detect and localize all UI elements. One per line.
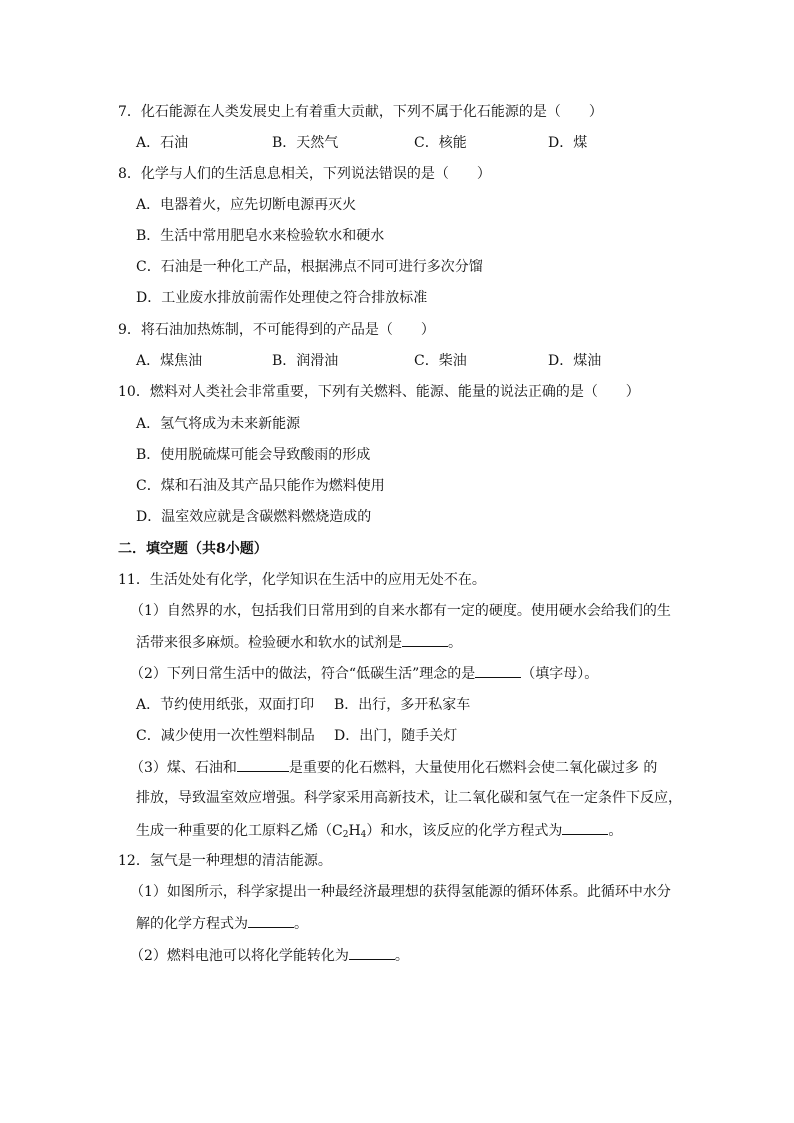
subscript: 4 — [360, 830, 367, 840]
q7-stem: 7．化石能源在人类发展史上有着重大贡献，下列不属于化石能源的是（ ） — [118, 104, 603, 120]
q12-part1-text: 解的化学方程式为 — [136, 916, 248, 932]
q8-option-a: A．电器着火，应先切断电源再灭火 — [136, 197, 357, 213]
q8-option-b: B．生活中常用肥皂水来检验软水和硬水 — [136, 228, 385, 244]
section-heading: 二．填空题（共8小题） — [118, 541, 268, 557]
q11-part3-formula-text-cont: ）和水，该反应的化学方程式为 — [366, 823, 563, 839]
q12-stem: 12．氢气是一种理想的清洁能源。 — [118, 853, 332, 869]
answer-blank — [349, 947, 395, 960]
q11-part1-line1: （1）自然界的水，包括我们日常用到的自来水都有一定的硬度。使用硬水会给我们的生 — [130, 603, 671, 619]
q12-part2-end: 。 — [394, 948, 409, 964]
q8-option-c: C．石油是一种化工产品，根据沸点不同可进行多次分馏 — [136, 259, 483, 275]
q11-stem: 11．生活处处有化学，化学知识在生活中的应用无处不在。 — [118, 572, 486, 588]
q12-part1-line2 — [136, 915, 308, 932]
q12-part2 — [130, 947, 409, 964]
q7-option-b: B．天然气 — [272, 135, 339, 151]
q11-part2-option-c: C．减少使用一次性塑料制品 — [136, 728, 315, 744]
q11-part2-option-b: B．出行，多开私家车 — [334, 697, 471, 713]
q11-part3-end: 。 — [608, 823, 623, 839]
q7-option-d: D．煤 — [548, 135, 588, 151]
answer-blank — [475, 665, 521, 678]
q10-option-c: C．煤和石油及其产品只能作为燃料使用 — [136, 478, 385, 494]
q12-part1-end: 。 — [294, 916, 308, 932]
q11-part3-text: （3）煤、石油和 — [130, 760, 237, 776]
q9-stem: 9．将石油加热炼制，不可能得到的产品是（ ） — [118, 322, 435, 338]
q11-part3-line3 — [136, 822, 622, 843]
q11-part2 — [130, 665, 598, 682]
q11-part2-text: （2）下列日常生活中的做法，符合“低碳生活”理念的是 — [130, 666, 476, 682]
q11-part3-text-cont: 是重要的化石燃料，大量使用化石燃料会使二氧化碳过多 的 — [288, 760, 658, 776]
q11-part1-end: 。 — [448, 635, 462, 651]
answer-blank — [248, 915, 294, 928]
q11-part2-option-a: A．节约使用纸张，双面打印 — [136, 697, 315, 713]
q11-part3-formula-text: 生成一种重要的化工原料乙烯（C — [136, 823, 343, 839]
q11-part2-option-d: D．出门，随手关灯 — [334, 728, 458, 744]
q7-option-a: A．石油 — [136, 135, 189, 151]
q9-option-b: B．润滑油 — [272, 353, 339, 369]
answer-blank — [237, 759, 289, 772]
formula-element: H — [348, 823, 361, 839]
q11-part1-line2 — [136, 634, 462, 651]
q12-part2-text: （2）燃料电池可以将化学能转化为 — [130, 948, 349, 964]
q10-option-d: D．温室效应就是含碳燃料燃烧造成的 — [136, 509, 372, 525]
q7-option-c: C．核能 — [414, 135, 467, 151]
subscript: 2 — [342, 830, 349, 840]
q9-option-c: C．柴油 — [414, 353, 467, 369]
q11-part3-line2: 排放，导致温室效应增强。科学家采用高新技术，让二氧化碳和氢气在一定条件下反应， — [136, 790, 682, 806]
q10-stem: 10．燃料对人类社会非常重要，下列有关燃料、能源、能量的说法正确的是（ ） — [118, 384, 640, 400]
answer-blank — [402, 634, 448, 647]
q10-option-b: B．使用脱硫煤可能会导致酸雨的形成 — [136, 447, 371, 463]
q8-stem: 8．化学与人们的生活息息相关，下列说法错误的是（ ） — [118, 166, 491, 182]
q12-part1-line1: （1）如图所示，科学家提出一种最经济最理想的获得氢能源的循环体系。此循环中水分 — [130, 884, 671, 900]
answer-blank — [562, 822, 608, 835]
q11-part2-end: （填字母）。 — [521, 666, 599, 682]
q11-part1-text: 活带来很多麻烦。检验硬水和软水的试剂是 — [136, 635, 402, 651]
q11-part3-line1 — [130, 759, 657, 776]
q8-option-d: D．工业废水排放前需作处理使之符合排放标准 — [136, 290, 428, 306]
q9-option-a: A．煤焦油 — [136, 353, 203, 369]
q9-option-d: D．煤油 — [548, 353, 602, 369]
q10-option-a: A．氢气将成为未来新能源 — [136, 416, 301, 432]
